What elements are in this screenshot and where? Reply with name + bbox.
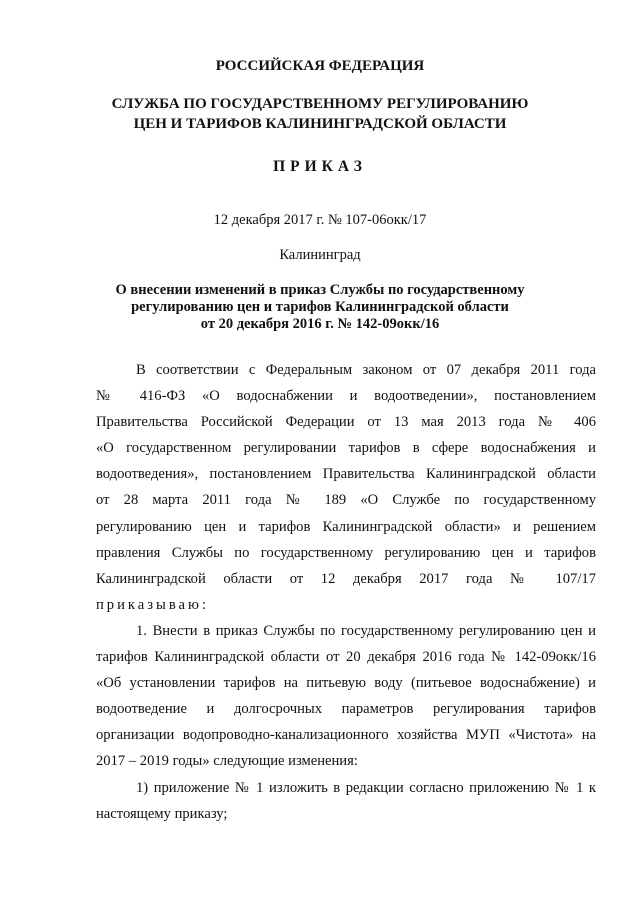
- subject-line-1: О внесении изменений в приказ Службы по государственному: [115, 282, 525, 298]
- body-line: тарифов Калининградской области от 20 декабря 2016 года № 142-09окк/16: [96, 649, 596, 666]
- body-line-order-word: приказываю:: [96, 596, 209, 613]
- body-line: Правительства Российской Федерации от 13 мая 2013 года № 406: [96, 414, 596, 431]
- body-line: № 416-ФЗ «О водоснабжении и водоотведении», постановлением: [96, 388, 596, 405]
- body-line: Калининградской области от 12 декабря 2017 года № 107/17: [96, 570, 596, 587]
- body-line: «Об установлении тарифов на питьевую воду (питьевое водоснабжение) и: [96, 675, 596, 692]
- body-line: водоотведения», постановлением Правительства Калининградской области: [96, 466, 596, 483]
- body-line: 1) приложение № 1 изложить в редакции согласно приложению № 1 к: [136, 779, 596, 796]
- service-heading-line-1: СЛУЖБА ПО ГОСУДАРСТВЕННОМУ РЕГУЛИРОВАНИЮ: [111, 96, 529, 112]
- subject-line-3: от 20 декабря 2016 г. № 142-09окк/16: [200, 316, 440, 332]
- body-line: «О государственном регулировании тарифов в сфере водоснабжения и: [96, 440, 596, 457]
- body-line: от 28 марта 2011 года № 189 «О Службе по государственному: [96, 492, 596, 509]
- country-heading: РОССИЙСКАЯ ФЕДЕРАЦИЯ: [215, 58, 425, 74]
- body-line: В соответствии с Федеральным законом от 07 декабря 2011 года: [136, 362, 596, 378]
- body-line: регулированию цен и тарифов Калининградской области» и решением: [96, 518, 596, 535]
- body-line: 2017 – 2019 годы» следующие изменения:: [96, 753, 358, 770]
- body-line: правления Службы по государственному регулированию цен и тарифов: [96, 544, 596, 561]
- subject-line-2: регулированию цен и тарифов Калининградской области: [131, 299, 509, 315]
- body-line: организации водопроводно-канализационного хозяйства МУП «Чистота» на: [96, 727, 596, 744]
- order-date-number: 12 декабря 2017 г. № 107-06окк/17: [213, 212, 427, 228]
- service-heading-line-2: ЦЕН И ТАРИФОВ КАЛИНИНГРАДСКОЙ ОБЛАСТИ: [133, 116, 507, 132]
- body-line: 1. Внести в приказ Службы по государственному регулированию цен и: [136, 622, 596, 639]
- body-line: настоящему приказу;: [96, 805, 228, 822]
- order-city: Калининград: [279, 247, 361, 263]
- body-line: водоотведение и долгосрочных параметров регулирования тарифов: [96, 701, 596, 718]
- order-title: ПРИКАЗ: [273, 158, 367, 175]
- order-body: [96, 357, 596, 827]
- order-subject: [0, 282, 640, 333]
- service-heading: [0, 94, 640, 134]
